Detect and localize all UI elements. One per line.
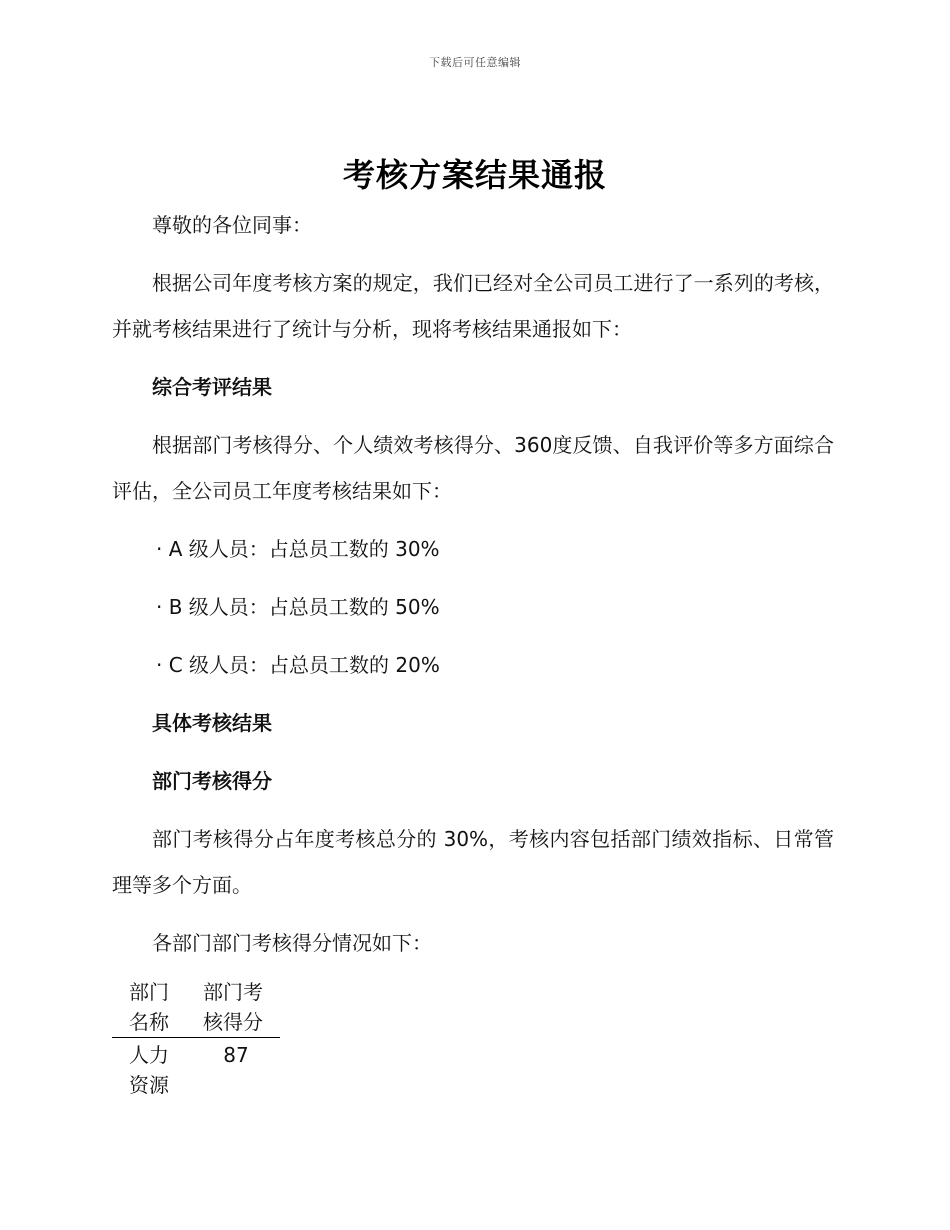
table-intro: 各部门部门考核得分情况如下： [152, 931, 432, 955]
section-heading-overall: 综合考评结果 [152, 375, 272, 399]
header-department-name: 部门名称 [129, 980, 169, 1034]
document-body [112, 202, 834, 978]
section-heading-details: 具体考核结果 [152, 711, 272, 735]
intro-paragraph: 根据公司年度考核方案的规定，我们已经对全公司员工进行了一系列的考核，并就考核结果进行了统计与分析，现将考核结果通报如下： [112, 271, 834, 341]
header-department-score: 部门考核得分 [203, 980, 263, 1034]
cell-department-name: 人力资源 [129, 1043, 169, 1097]
bullet-grade-c: · C 级人员：占总员工数的 20% [156, 653, 440, 677]
document-title: 考核方案结果通报 [342, 156, 607, 194]
department-paragraph: 部门考核得分占年度考核总分的 30%，考核内容包括部门绩效指标、日常管理等多个方面。 [112, 827, 834, 897]
bullet-grade-b: · B 级人员：占总员工数的 50% [156, 595, 440, 619]
sub-heading-department: 部门考核得分 [152, 769, 272, 793]
greeting: 尊敬的各位同事： [152, 213, 312, 237]
table-row [112, 1038, 280, 1101]
table-header-row [112, 975, 280, 1038]
header-note: 下载后可任意编辑 [429, 56, 521, 69]
department-score-table [112, 975, 280, 1100]
overall-paragraph: 根据部门考核得分、个人绩效考核得分、360度反馈、自我评价等多方面综合评估，全公司员工年度考核结果如下： [112, 433, 834, 503]
cell-department-score: 87 [223, 1043, 249, 1067]
bullet-grade-a: · A 级人员：占总员工数的 30% [156, 537, 440, 561]
department-score-table-wrap [112, 975, 280, 1100]
